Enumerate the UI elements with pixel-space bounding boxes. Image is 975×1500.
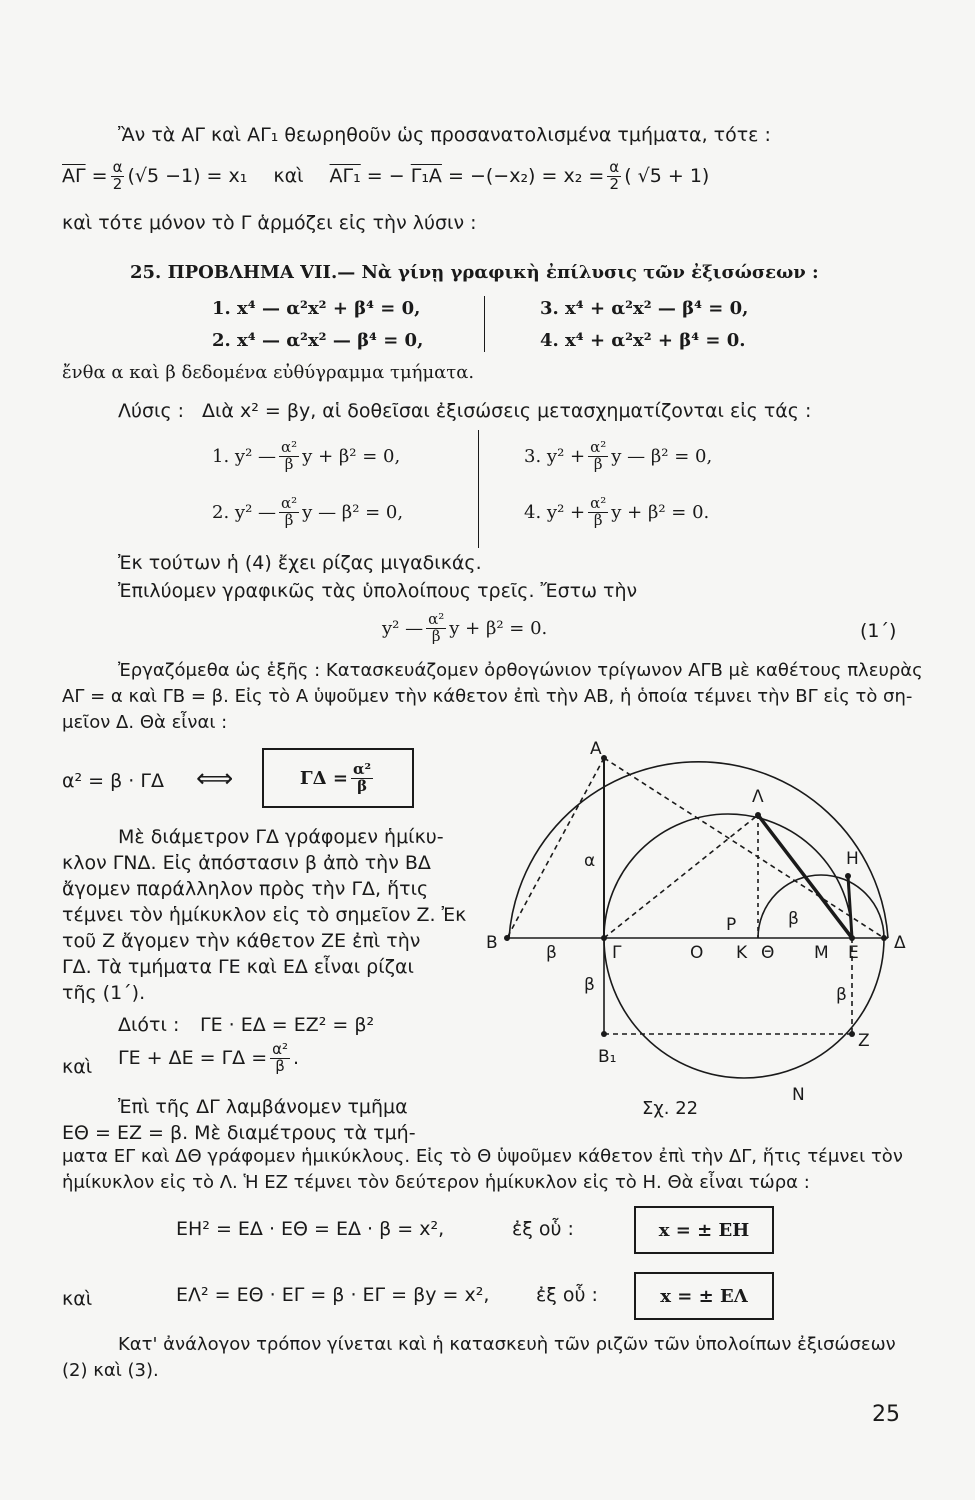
para-line-4: τέμνει τὸν ἡμίκυκλον εἰς τὸ σημεῖον Ζ. Ἐκ: [62, 904, 467, 926]
segment-ad: [604, 758, 884, 938]
para-line-1: Μὲ διάμετρον ΓΔ γράφομεν ἡμίκυ-: [118, 826, 444, 848]
closing-line-1: Κατ' ἀνάλογον τρόπον γίνεται καὶ ἡ κατασκευὴ τῶν ριζῶν τῶν ὑπολοίπων ἐξισώσεων: [118, 1334, 896, 1355]
label-k: Κ: [736, 943, 748, 963]
final-eq-2: ΕΛ² = ΕΘ · ΕΓ = β · ΕΓ = βy = x²,: [176, 1284, 490, 1306]
closing-line-2: (2) καὶ (3).: [62, 1360, 159, 1381]
relation-left: α² = β · ΓΔ: [62, 770, 164, 792]
semicircle-dth: [758, 875, 884, 938]
final-kai: καὶ: [62, 1288, 93, 1310]
final-eq-1: ΕΗ² = ΕΔ · ΕΘ = ΕΔ · β = x²,: [176, 1218, 445, 1240]
solution-text: Διὰ x² = βy, αἱ δοθεῖσαι ἐξισώσεις μετασχηματίζονται εἰς τάς :: [202, 400, 812, 422]
kai-label: καὶ: [62, 1056, 93, 1078]
para2-line-3: ματα ΕΓ καὶ ΔΘ γράφομεν ἡμικύκλους. Εἰς τὸ Θ ὑψοῦμεν κάθετον ἐπὶ τὴν ΔΓ, ἥτις τέμνει τὸν: [62, 1146, 903, 1167]
result-box-el: x = ± ΕΛ: [634, 1272, 774, 1320]
where-line: ἔνθα α καὶ β δεδομένα εὐθύγραμμα τμήματα.: [62, 362, 475, 383]
result-box-gd: ΓΔ = $\frac{\text{α²}}{\beta}$: [262, 748, 414, 808]
result-box-eh: x = ± ΕΗ: [634, 1206, 774, 1254]
eq-y-4: 4. y² + $\frac{\text{α²}}{\beta}$ y + β² = 0.: [524, 494, 710, 529]
label-z: Ζ: [858, 1031, 870, 1051]
eq-y-2: 2. y² — $\frac{\text{α²}}{\beta}$ y — β² = 0,: [212, 494, 404, 529]
label-n: Ν: [792, 1085, 805, 1105]
label-g: Γ: [612, 943, 622, 963]
intro-line: Ἂν τὰ ΑΓ καὶ ΑΓ₁ θεωρηθοῦν ὡς προσανατολισμένα τμήματα, τότε :: [118, 124, 771, 146]
dioti-label: Διότι :: [118, 1014, 180, 1036]
eq-y-3: 3. y² + $\frac{\text{α²}}{\beta}$ y — β² = 0,: [524, 438, 713, 473]
para2-line-4: ἡμίκυκλον εἰς τὸ Λ. Ἡ ΕΖ τέμνει τὸν δεύτερον ἡμίκυκλον εἰς τὸ Η. Θὰ εἶναι τώρα :: [62, 1172, 810, 1193]
final-ex-1: ἐξ οὗ :: [512, 1218, 574, 1240]
label-beta-3: β: [788, 909, 799, 929]
label-b1: Β₁: [598, 1047, 617, 1067]
label-beta-4: β: [836, 985, 847, 1005]
para2-line-1: Ἐπὶ τῆς ΔΓ λαμβάνομεν τμῆμα: [118, 1096, 408, 1118]
label-l: Λ: [752, 787, 764, 807]
segment-eh: [848, 876, 852, 938]
para-line-2: κλον ΓΝΔ. Εἰς ἀπόστασιν β ἀπὸ τὴν ΒΔ: [62, 852, 431, 874]
label-b: Β: [486, 933, 498, 953]
equation-ag: $\overline{A\Gamma}$ = $\frac{\alpha}{2}$ (√5 −1) = x₁ καὶ ΑΓ₁ = − Γ₁Α = −(−x₂) = x₂ = $\frac{\alpha}{2}$ ( √5 + 1): [62, 158, 710, 193]
equivalence-arrow: ⟺: [196, 764, 234, 794]
label-a: Α: [590, 739, 602, 759]
work-line-1: Ἐργαζόμεθα ὡς ἑξῆς : Κατασκευάζομεν ὀρθογώνιον τρίγωνον ΑΓΒ μὲ καθέτους πλευρὰς: [118, 660, 923, 681]
solution-label: Λύσις :: [118, 400, 185, 422]
label-p: Ρ: [726, 915, 737, 935]
label-m: Μ: [814, 943, 829, 963]
eq-1-prime: y² — $\frac{\text{α²}}{\beta}$ y + β² = 0.: [382, 610, 548, 645]
label-alpha: α: [584, 851, 596, 871]
complex-line: Ἐκ τούτων ἡ (4) ἔχει ρίζας μιγαδικάς.: [118, 552, 482, 574]
eq-x-1: 1. x⁴ — α²x² + β⁴ = 0,: [212, 298, 421, 319]
label-h: Η: [846, 849, 859, 869]
label-d: Δ: [894, 933, 906, 953]
final-ex-2: ἐξ οὗ :: [536, 1284, 598, 1306]
eq-x-2: 2. x⁴ — α²x² — β⁴ = 0,: [212, 330, 424, 351]
label-beta-1: β: [546, 943, 557, 963]
para-line-3: ἄγομεν παράλληλον πρὸς τὴν ΓΔ, ἥτις: [62, 878, 429, 900]
eq-tag: (1΄): [860, 620, 897, 642]
eq-y-1: 1. y² — $\frac{\text{α²}}{\beta}$ y + β² = 0,: [212, 438, 401, 473]
para-line-7: τῆς (1΄).: [62, 982, 146, 1004]
eq-x-3: 3. x⁴ + α²x² — β⁴ = 0,: [540, 298, 749, 319]
label-beta-2: β: [584, 975, 595, 995]
page-number: 25: [872, 1402, 900, 1427]
dioti-eq: ΓΕ · ΕΔ = ΕΖ² = β²: [200, 1014, 375, 1036]
para-line-6: ΓΔ. Τὰ τμήματα ΓΕ καὶ ΕΔ εἶναι ρίζαι: [62, 956, 414, 978]
label-th: Θ: [761, 943, 775, 963]
work-line-2: ΑΓ = α καὶ ΓΒ = β. Εἰς τὸ Α ὑψοῦμεν τὴν κάθετον ἐπὶ τὴν ΑΒ, ἡ ὁποία τέμνει τὴν ΒΓ εἰς τὸ ση-: [62, 686, 913, 707]
work-line-3: μεῖον Δ. Θὰ εἶναι :: [62, 712, 228, 733]
para-line-5: τοῦ Ζ ἄγομεν τὴν κάθετον ΖΕ ἐπὶ τὴν: [62, 930, 421, 952]
figure-caption: Σχ. 22: [642, 1098, 699, 1119]
solve-line: Ἐπιλύομεν γραφικῶς τὰς ὑπολοίπους τρεῖς. Ἔστω τὴν: [118, 580, 638, 602]
label-e: Ε: [848, 943, 859, 963]
label-o: Ο: [690, 943, 704, 963]
problem-heading: 25. ΠΡΟΒΛΗΜΑ VII.— Νὰ γίνῃ γραφικὴ ἐπίλυσις τῶν ἐξισώσεων :: [130, 262, 819, 283]
para2-line-2: ΕΘ = ΕΖ = β. Μὲ διαμέτρους τὰ τμή-: [62, 1122, 416, 1144]
kai-eq: ΓΕ + ΔΕ = ΓΔ = $\frac{\text{α²}}{\beta}$ .: [118, 1040, 300, 1075]
line-harmozei: καὶ τότε μόνον τὸ Γ ἁρμόζει εἰς τὴν λύσιν :: [62, 212, 477, 234]
eq-x-4: 4. x⁴ + α²x² + β⁴ = 0.: [540, 330, 746, 351]
segment-ab: [507, 758, 604, 938]
